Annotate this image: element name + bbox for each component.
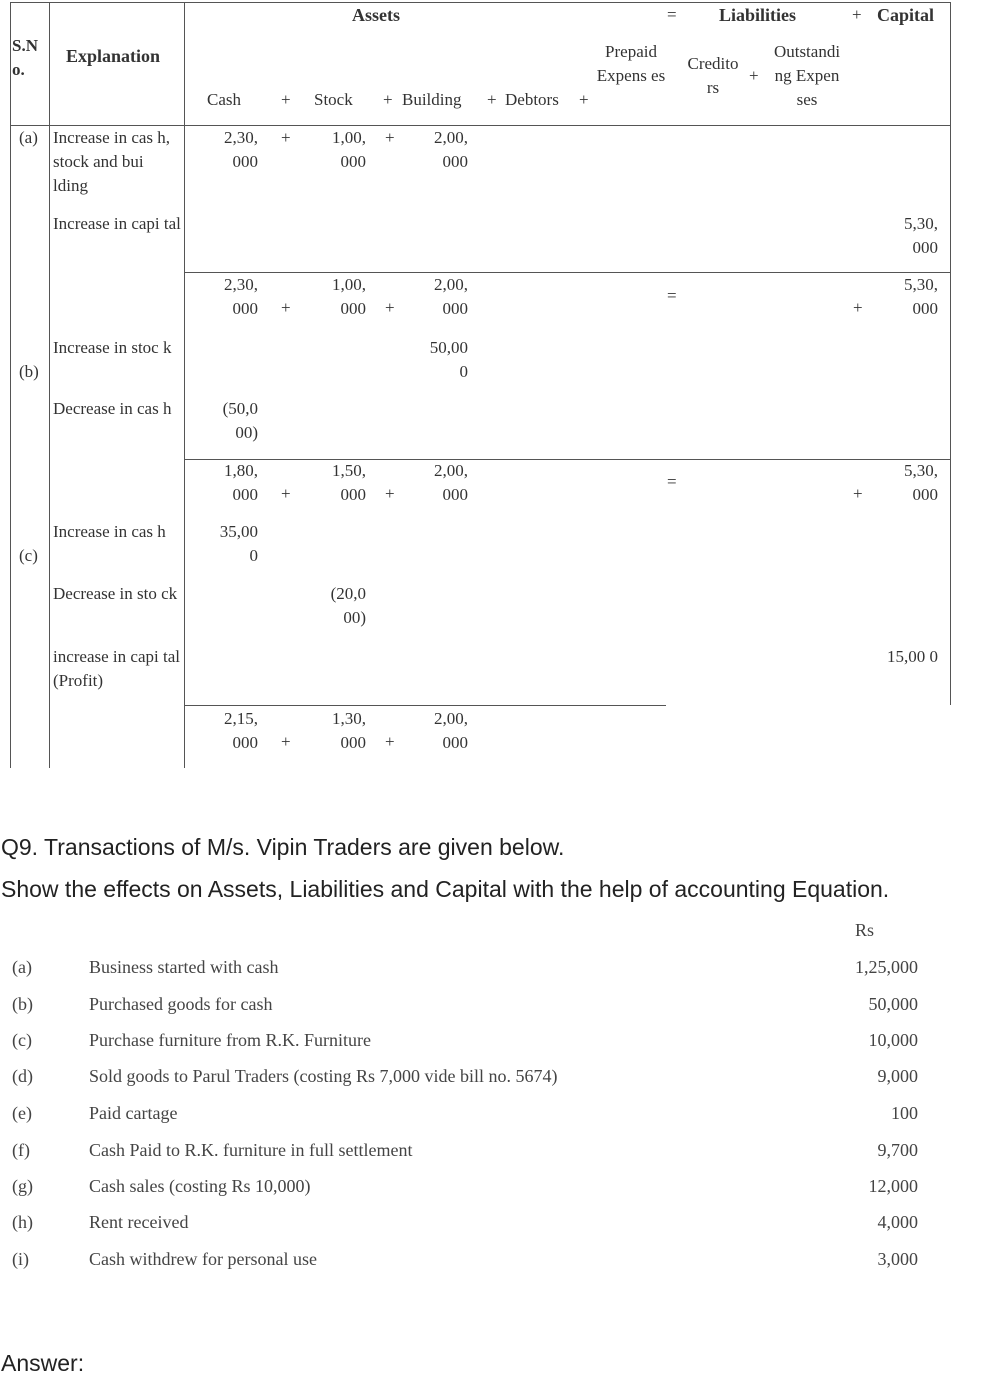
list-item-label: (b): [12, 994, 33, 1014]
equals-sign: =: [667, 472, 677, 491]
list-item-label: (a): [12, 957, 32, 977]
table-right-border: [950, 2, 951, 705]
assets-header: Assets: [352, 5, 400, 25]
list-item-amount: 10,000: [868, 1030, 918, 1050]
capital-total-cell: 5,30, 000: [904, 275, 938, 318]
explanation-divider: [184, 2, 185, 768]
cash-header: Cash: [207, 90, 241, 109]
plus-sign: +: [853, 298, 863, 317]
list-item-amount: 4,000: [877, 1212, 918, 1232]
header-plus-4: +: [579, 90, 589, 109]
currency-header: Rs: [855, 920, 875, 940]
list-item-text: Purchased goods for cash: [89, 994, 273, 1014]
answer-label: Answer:: [1, 1350, 85, 1376]
building-cell: 2,00, 000: [434, 128, 468, 171]
list-item-label: (d): [12, 1066, 33, 1086]
cash-total-cell: 2,30, 000: [224, 275, 258, 318]
list-item-text: Paid cartage: [89, 1103, 178, 1123]
stock-total-cell: 1,00, 000: [332, 275, 366, 318]
cash-cell: 35,00 0: [219, 522, 258, 565]
plus-sign: +: [385, 484, 395, 503]
cash-total-cell: 1,80, 000: [224, 461, 258, 504]
plus-sign: +: [853, 484, 863, 503]
cash-cell: 2,30, 000: [224, 128, 258, 171]
capital-total-cell: 5,30, 000: [904, 461, 938, 504]
header-plus-1: +: [281, 90, 291, 109]
question-subtitle: Show the effects on Assets, Liabilities and Capital with the help of accounting Equation.: [1, 876, 890, 902]
stock-total-cell: 1,30, 000: [332, 709, 366, 752]
list-item-text: Cash sales (costing Rs 10,000): [89, 1176, 311, 1196]
header-plus-5: +: [749, 66, 759, 85]
list-item-amount: 12,000: [868, 1176, 918, 1196]
list-item-label: (e): [12, 1103, 32, 1123]
table-row: Increase in cas h, stock and bui lding: [53, 128, 171, 195]
cash-cell: (50,0 00): [222, 399, 258, 442]
cash-total-cell: 2,15, 000: [224, 709, 258, 752]
stock-cell: (20,0 00): [330, 584, 366, 627]
list-item-label: (g): [12, 1176, 33, 1196]
list-item-text: Cash withdrew for personal use: [89, 1249, 317, 1269]
table-row: increase in capi tal (Profit): [53, 647, 180, 690]
list-item-amount: 50,000: [868, 994, 918, 1014]
header-plus-capital: +: [852, 5, 862, 24]
row-label-c: (c): [19, 546, 38, 565]
capital-header: Capital: [877, 5, 935, 25]
plus-sign: +: [281, 732, 291, 751]
list-item-text: Cash Paid to R.K. furniture in full settlement: [89, 1140, 413, 1160]
plus-sign: +: [385, 732, 395, 751]
header-plus-3: +: [487, 90, 497, 109]
list-item-amount: 9,000: [877, 1066, 918, 1086]
capital-cell: 5,30, 000: [904, 214, 938, 257]
building-cell: 50,00 0: [429, 338, 468, 381]
sno-header: S.N o.: [12, 36, 38, 79]
plus-sign: +: [385, 298, 395, 317]
outstanding-expenses-header: Outstandi ng Expen ses: [773, 42, 841, 109]
building-total-cell: 2,00, 000: [434, 275, 468, 318]
plus-sign: +: [281, 484, 291, 503]
table-row: Decrease in cas h: [53, 399, 172, 418]
plus-sign: +: [281, 298, 291, 317]
list-item-label: (c): [12, 1030, 32, 1050]
list-item-label: (i): [12, 1249, 29, 1269]
building-total-cell: 2,00, 000: [434, 709, 468, 752]
row-label-a: (a): [19, 128, 38, 147]
list-item-label: (h): [12, 1212, 33, 1232]
subtotal-line-1: [184, 272, 951, 273]
list-item-text: Business started with cash: [89, 957, 279, 977]
list-item-amount: 1,25,000: [855, 957, 918, 977]
subtotal-line-2: [184, 459, 951, 460]
row-label-b: (b): [19, 362, 39, 381]
plus-sign: +: [281, 128, 291, 147]
building-total-cell: 2,00, 000: [434, 461, 468, 504]
list-item-text: Purchase furniture from R.K. Furniture: [89, 1030, 371, 1050]
liabilities-header: Liabilities: [719, 5, 797, 25]
plus-sign: +: [385, 128, 395, 147]
table-row: Decrease in sto ck: [53, 584, 178, 603]
table-row: Increase in cas h: [53, 522, 166, 541]
header-plus-2: +: [383, 90, 393, 109]
list-item-label: (f): [12, 1140, 30, 1160]
explanation-header: Explanation: [66, 46, 161, 66]
list-item-text: Rent received: [89, 1212, 189, 1232]
creditors-header: Credito rs: [687, 54, 739, 97]
sno-divider: [49, 2, 50, 768]
table-top-border: [10, 2, 951, 3]
list-item-amount: 100: [891, 1103, 918, 1123]
table-left-border: [10, 2, 11, 768]
table-row: Increase in capi tal: [53, 214, 181, 233]
question-title: Q9. Transactions of M/s. Vipin Traders are given below.: [1, 834, 565, 860]
header-equals: =: [667, 5, 677, 24]
prepaid-expenses-header: Prepaid Expens es: [596, 42, 666, 85]
list-item-text: Sold goods to Parul Traders (costing Rs 7,000 vide bill no. 5674): [89, 1066, 558, 1086]
table-row: Increase in stoc k: [53, 338, 172, 357]
subtotal-line-3: [184, 705, 666, 706]
debtors-header: Debtors: [505, 90, 559, 109]
list-item-amount: 3,000: [877, 1249, 918, 1269]
equals-sign: =: [667, 286, 677, 305]
stock-cell: 1,00, 000: [332, 128, 366, 171]
list-item-amount: 9,700: [877, 1140, 918, 1160]
stock-header: Stock: [314, 90, 353, 109]
capital-cell: 15,00 0: [887, 647, 938, 666]
building-header: Building: [402, 90, 462, 109]
stock-total-cell: 1,50, 000: [332, 461, 366, 504]
